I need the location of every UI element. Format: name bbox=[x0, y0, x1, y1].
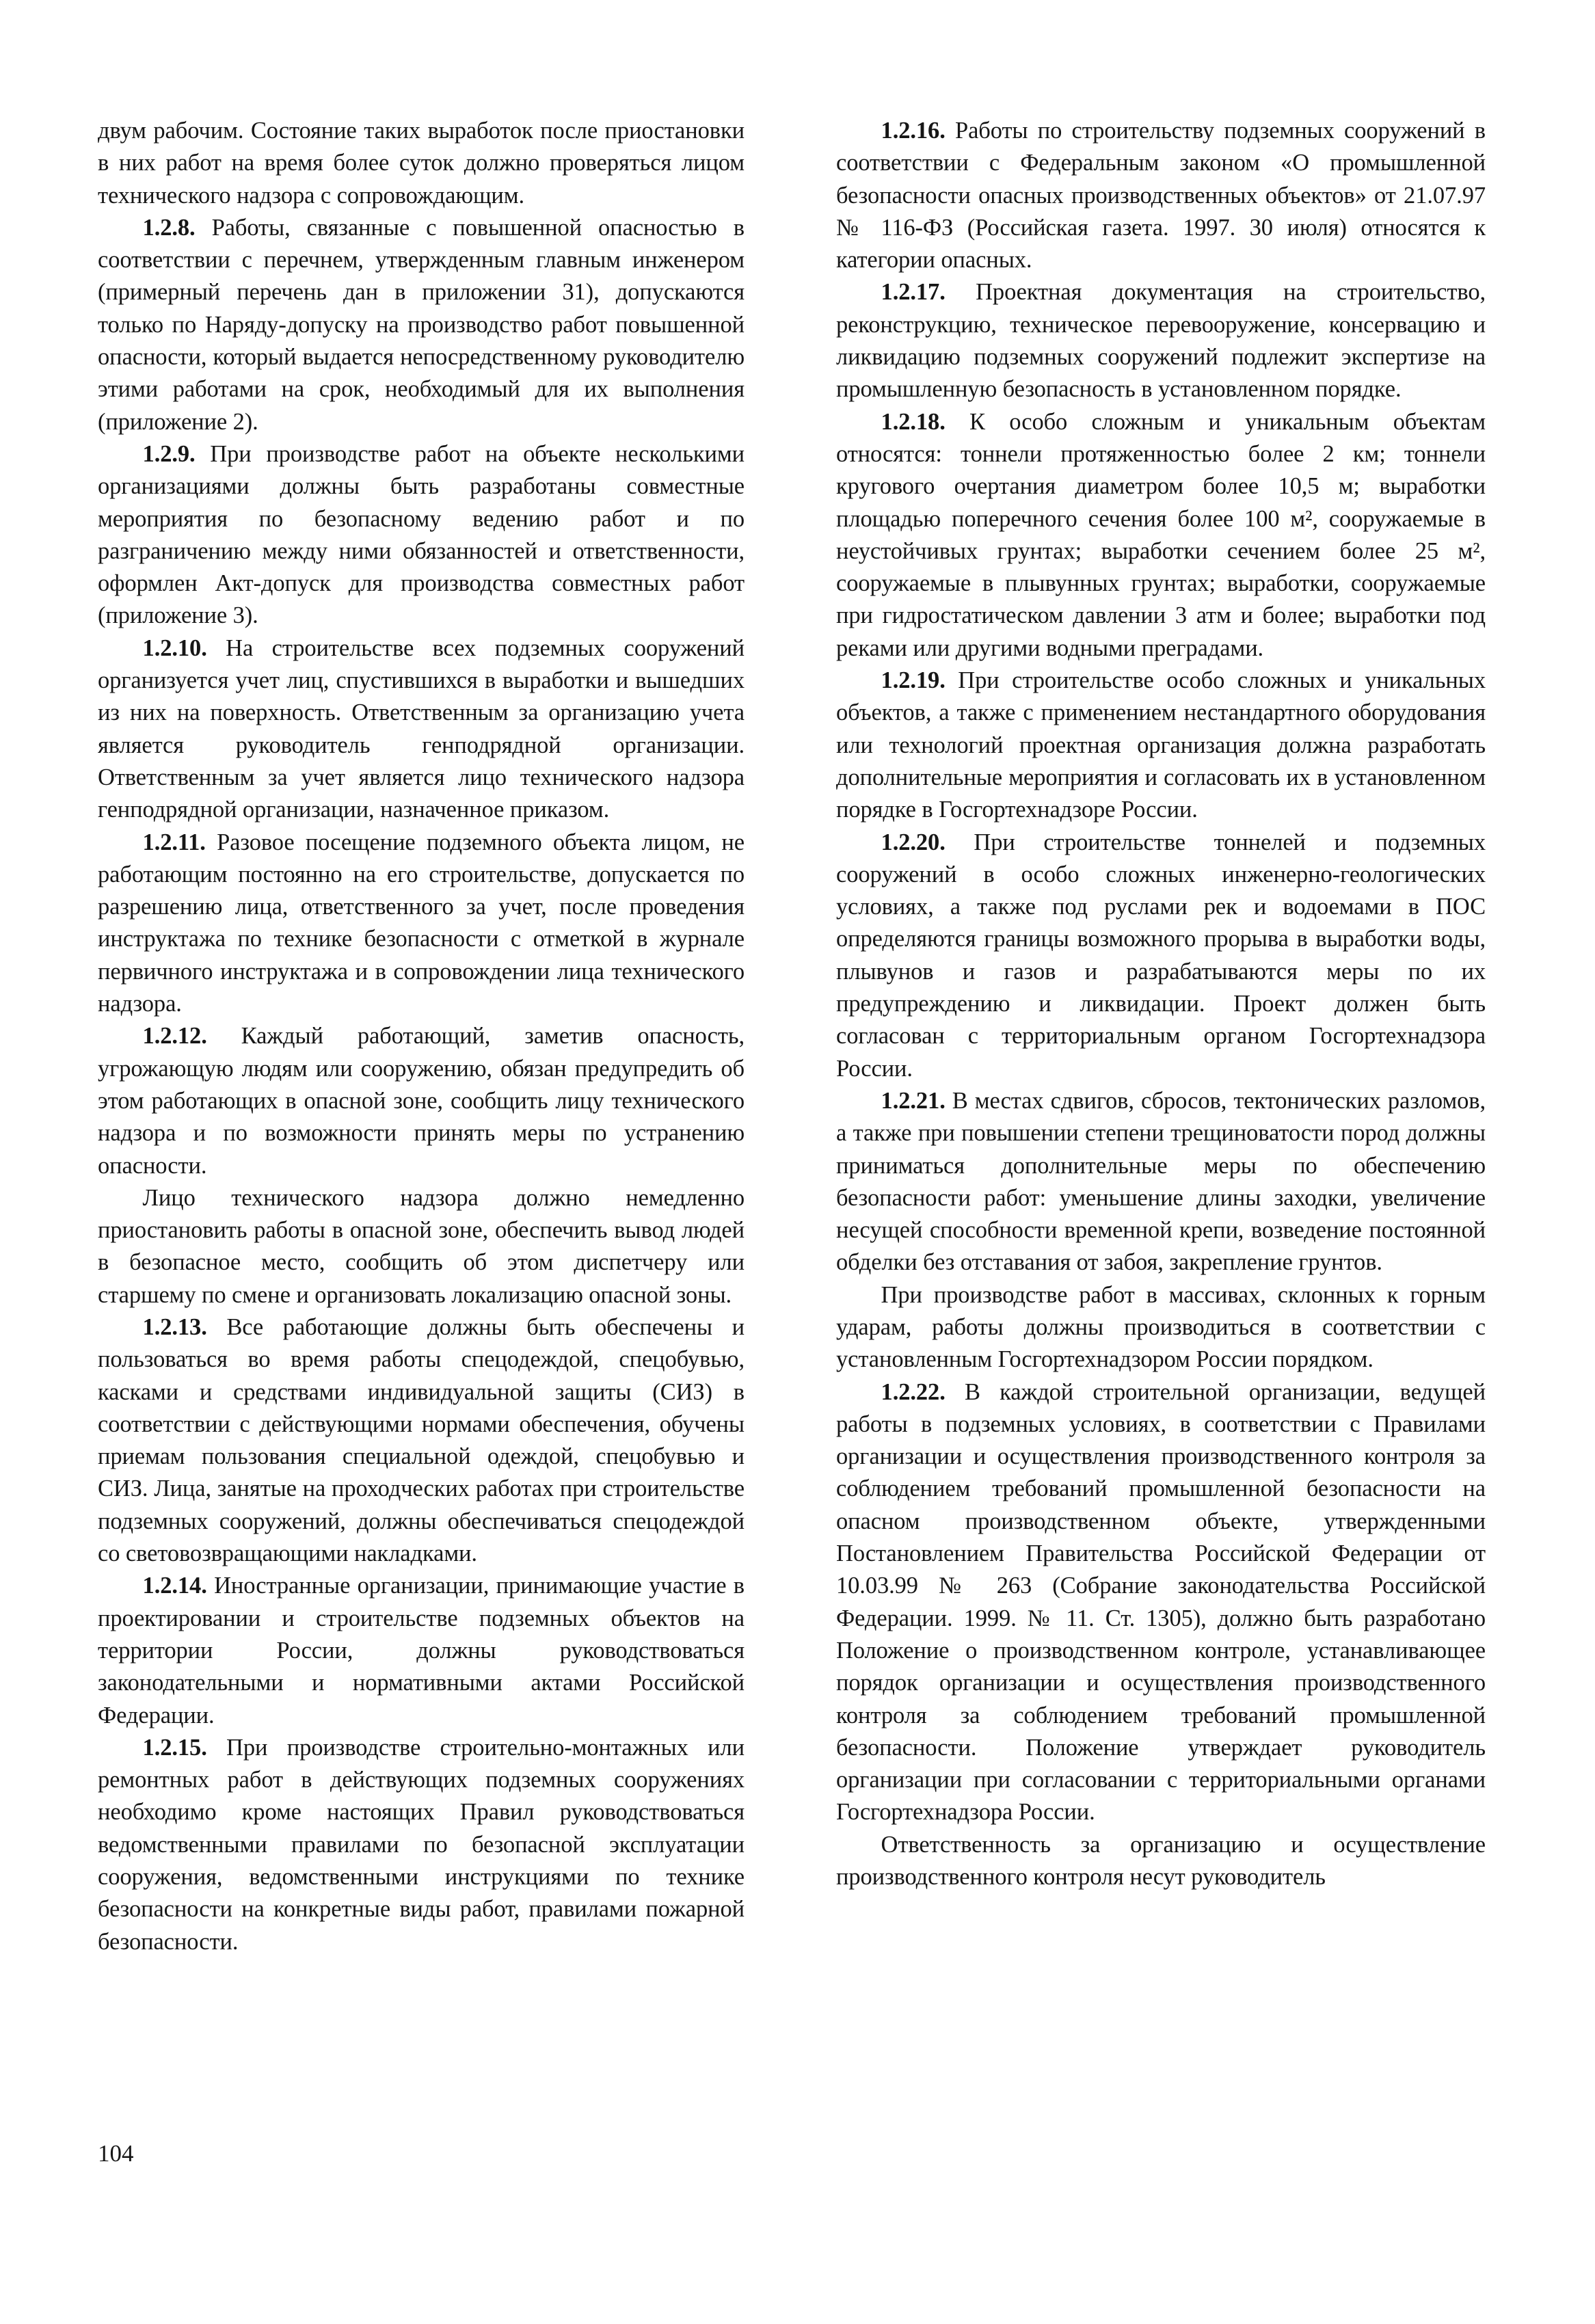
clause-number: 1.2.12. bbox=[142, 1023, 207, 1050]
paragraph-1-2-18 bbox=[836, 406, 1486, 665]
paragraph-1-2-16 bbox=[836, 115, 1486, 276]
paragraph-text: Иностранные организации, принимающие участие в проектировании и строительстве подземных объектов на территории России, должны руководствоваться законодательными и нормативными актами Российской Федерации. bbox=[98, 1573, 745, 1728]
paragraph-text: При строительстве тоннелей и подземных сооружений в особо сложных инженерно-геологических условиях, а также под руслами рек и водоемами в ПОС определяются границы возможного прорыва в выработки воды, плывунов и газов и разрабатываются меры по их предупреждению и ликвидации. Проект должен быть согласован с территориальным органом Госгортехнадзора России. bbox=[836, 829, 1486, 1082]
clause-number: 1.2.18. bbox=[881, 408, 946, 435]
clause-number: 1.2.16. bbox=[881, 118, 946, 144]
clause-number: 1.2.15. bbox=[142, 1734, 207, 1761]
paragraph-1-2-11 bbox=[98, 827, 745, 1021]
clause-number: 1.2.17. bbox=[881, 279, 946, 306]
clause-number: 1.2.9. bbox=[142, 440, 196, 467]
paragraph-text: На строительстве всех подземных сооружений организуется учет лиц, спустившихся в выработки и вышедших из них на поверхность. Ответственным за организацию учета является руководитель генподрядной организации. Ответственным за учет является лицо технического надзора генподрядной организации, назначенное приказом. bbox=[98, 635, 745, 823]
paragraph-continuation bbox=[98, 115, 745, 212]
paragraph-1-2-9 bbox=[98, 438, 745, 632]
paragraph-text: В каждой строительной организации, ведущей работы в подземных условиях, в соответствии с Правилами организации и осуществления производственного контроля за соблюдением требований промышленной безопасности на опасном производственном объекте, утвержденными Постановлением Правительства Российской Федерации от 10.03.99 № 263 (Собрание законодательства Российской Федерации. 1999. № 11. Ст. 1305), должно быть разработано Положение о производственном контроле, устанавливающее порядок организации и осуществления производственного контроля за соблюдением требований промышленной безопасности. Положение утверждает руководитель организации при согласовании с территориальными органами Госгортехнадзора России. bbox=[836, 1378, 1486, 1826]
paragraph-text: двум рабочим. Состояние таких выработок после приостановки в них работ на время более суток должно проверяться лицом технического надзора с сопровождающим. bbox=[98, 118, 745, 209]
right-column bbox=[836, 115, 1486, 1893]
paragraph-text: Ответственность за организацию и осуществление производственного контроля несут руководитель bbox=[836, 1831, 1486, 1891]
paragraph-text: Работы по строительству подземных сооружений в соответствии с Федеральным законом «О промышленной безопасности опасных производственных объектов» от 21.07.97 № 116-ФЗ (Российская газета. 1997. 30 июля) относятся к категории опасных. bbox=[836, 118, 1486, 273]
clause-number: 1.2.13. bbox=[142, 1313, 207, 1340]
clause-number: 1.2.14. bbox=[142, 1573, 207, 1599]
paragraph-1-2-22 bbox=[836, 1376, 1486, 1829]
clause-number: 1.2.22. bbox=[881, 1378, 946, 1405]
clause-number: 1.2.8. bbox=[142, 214, 196, 241]
paragraph-text: Разовое посещение подземного объекта лицом, не работающим постоянно на его строительстве, допускается по разрешению лица, ответственного за учет, после проведения инструктажа по технике безопасности с отметкой в журнале первичного инструктажа и в сопровождении лица технического надзора. bbox=[98, 829, 745, 1017]
clause-number: 1.2.10. bbox=[142, 635, 207, 661]
clause-number: 1.2.21. bbox=[881, 1087, 946, 1114]
paragraph-1-2-15 bbox=[98, 1732, 745, 1958]
paragraph-text: Проектная документация на строительство, реконструкцию, техническое перевооружение, консервацию и ликвидацию подземных сооружений подлежит экспертизе на промышленную безопасность в установленном порядке. bbox=[836, 279, 1486, 403]
paragraph-responsibility bbox=[836, 1829, 1486, 1894]
clause-number: 1.2.20. bbox=[881, 829, 946, 855]
paragraph-text: Лицо технического надзора должно немедленно приостановить работы в опасной зоне, обеспечить вывод людей в безопасное место, сообщить об этом диспетчеру или старшему по смене и организовать локализацию опасной зоны. bbox=[98, 1184, 745, 1308]
paragraph-1-2-21 bbox=[836, 1085, 1486, 1279]
paragraph-1-2-8 bbox=[98, 212, 745, 438]
page-number: 104 bbox=[98, 2140, 134, 2167]
paragraph-1-2-20 bbox=[836, 827, 1486, 1085]
paragraph-text: В местах сдвигов, сбросов, тектонических разломов, а также при повышении степени трещиноватости пород должны приниматься дополнительные меры по обеспечению безопасности работ: уменьшение длины заходки, увеличение несущей способности временной крепи, возведение постоянной обделки без отставания от забоя, закрепление грунтов. bbox=[836, 1087, 1486, 1276]
paragraph-text: При строительстве особо сложных и уникальных объектов, а также с применением нестандартного оборудования или технологий проектная организация должна разработать дополнительные мероприятия и согласовать их в установленном порядке в Госгортехнадзоре России. bbox=[836, 667, 1486, 823]
paragraph-text: К особо сложным и уникальным объектам относятся: тоннели протяженностью более 2 км; тоннели кругового очертания диаметром более 10,5 м; выработки площадью поперечного сечения более 100 м², сооружаемые в неустойчивых грунтах; выработки сечением более 25 м², сооружаемые в плывунных грунтах; выработки, сооружаемые при гидростатическом давлении 3 атм и более; выработки под реками или другими водными преградами. bbox=[836, 408, 1486, 661]
paragraph-text: Каждый работающий, заметив опасность, угрожающую людям или сооружению, обязан предупредить об этом работающих в опасной зоне, сообщить лицу технического надзора и по возможности принять меры по устранению опасности. bbox=[98, 1023, 745, 1179]
paragraph-1-2-12 bbox=[98, 1020, 745, 1181]
paragraph-text: При производстве строительно-монтажных или ремонтных работ в действующих подземных сооружениях необходимо кроме настоящих Правил руководствоваться ведомственными правилами по безопасной эксплуатации сооружения, ведомственными инструкциями по технике безопасности на конкретные виды работ, правилами пожарной безопасности. bbox=[98, 1734, 745, 1955]
paragraph-text: Работы, связанные с повышенной опасностью в соответствии с перечнем, утвержденным главным инженером (примерный перечень дан в приложении 31), допускаются только по Наряду-допуску на производство работ повышенной опасности, который выдается непосредственному руководителю этими работами на срок, необходимый для их выполнения (приложение 2). bbox=[98, 214, 745, 435]
paragraph-text: Все работающие должны быть обеспечены и пользоваться во время работы спецодеждой, спецобувью, касками и средствами индивидуальной защиты (СИЗ) в соответствии с действующими нормами обеспечения, обучены приемам пользования специальной одеждой, спецобувью и СИЗ. Лица, занятые на проходческих работах при строительстве подземных сооружений, должны обеспечиваться спецодеждой со световозвращающими накладками. bbox=[98, 1313, 745, 1567]
paragraph-text: При производстве работ на объекте несколькими организациями должны быть разработаны совместные мероприятия по безопасному ведению работ и по разграничению между ними обязанностей и ответственности, оформлен Акт-допуск для производства совместных работ (приложение 3). bbox=[98, 440, 745, 629]
paragraph-1-2-10 bbox=[98, 632, 745, 827]
paragraph-1-2-17 bbox=[836, 276, 1486, 405]
paragraph-supervisor-duties bbox=[98, 1182, 745, 1311]
left-column bbox=[98, 115, 745, 1958]
paragraph-1-2-19 bbox=[836, 665, 1486, 826]
paragraph-1-2-13 bbox=[98, 1311, 745, 1570]
clause-number: 1.2.19. bbox=[881, 667, 946, 694]
paragraph-text: При производстве работ в массивах, склонных к горным ударам, работы должны производиться в соответствии с установленным Госгортехнадзором России порядком. bbox=[836, 1281, 1486, 1373]
clause-number: 1.2.11. bbox=[142, 829, 206, 855]
paragraph-1-2-14 bbox=[98, 1570, 745, 1731]
paragraph-rock-bursts bbox=[836, 1279, 1486, 1376]
